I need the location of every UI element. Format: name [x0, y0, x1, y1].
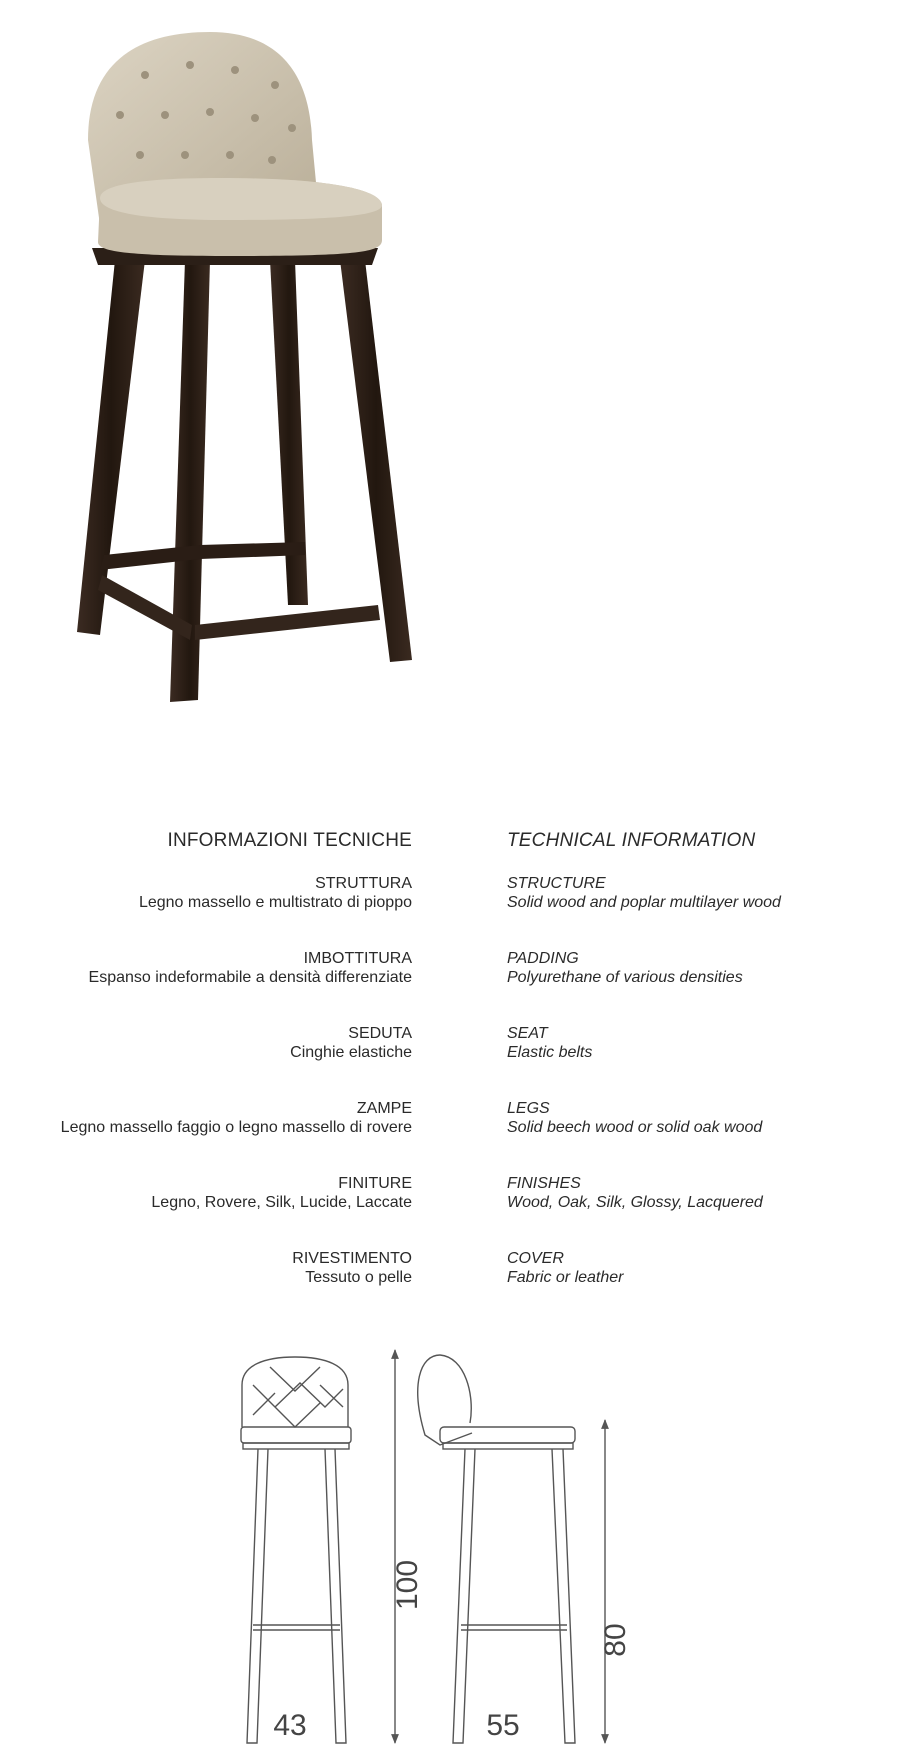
spec-label: STRUCTURE	[507, 875, 606, 892]
spec-value: Legno, Rovere, Silk, Lucide, Laccate	[151, 1194, 412, 1211]
height-dimension: 100	[391, 1559, 424, 1611]
spec-label: FINISHES	[507, 1175, 581, 1192]
spec-item	[507, 1024, 897, 1099]
spec-item	[0, 1174, 412, 1249]
side-view	[418, 1355, 575, 1743]
spec-item	[507, 1099, 897, 1174]
width-dimension: 43	[273, 1709, 307, 1742]
spec-value: Polyurethane of various densities	[507, 969, 743, 986]
spec-label: IMBOTTITURA	[303, 950, 412, 967]
english-heading: TECHNICAL INFORMATION	[507, 830, 756, 851]
spec-item	[0, 1024, 412, 1099]
spec-item	[507, 949, 897, 1024]
spec-value: Tessuto o pelle	[305, 1269, 412, 1286]
spec-item	[0, 874, 412, 949]
spec-item	[507, 1249, 897, 1324]
front-view	[241, 1357, 351, 1743]
spec-item	[507, 1174, 897, 1249]
spec-value: Wood, Oak, Silk, Glossy, Lacquered	[507, 1194, 763, 1211]
spec-value: Elastic belts	[507, 1044, 593, 1061]
spec-value: Solid beech wood or solid oak wood	[507, 1119, 763, 1136]
seat-height-dimension: 80	[599, 1623, 632, 1657]
dimension-drawing	[225, 1345, 695, 1745]
spec-item	[0, 1099, 412, 1174]
spec-label: ZAMPE	[356, 1100, 412, 1117]
spec-label: STRUTTURA	[315, 875, 412, 892]
italian-technical-info	[0, 828, 412, 1324]
spec-label: COVER	[507, 1250, 564, 1267]
spec-value: Espanso indeformabile a densità differenziate	[88, 969, 412, 986]
spec-item	[0, 949, 412, 1024]
spec-label: SEAT	[507, 1025, 548, 1042]
spec-label: SEDUTA	[348, 1025, 412, 1042]
spec-value: Cinghie elastiche	[290, 1044, 412, 1061]
spec-label: PADDING	[507, 950, 579, 967]
italian-heading: INFORMAZIONI TECNICHE	[167, 830, 412, 851]
bar-stool-photo	[60, 20, 460, 780]
spec-value: Solid wood and poplar multilayer wood	[507, 894, 781, 911]
english-technical-info	[507, 828, 897, 1324]
spec-label: LEGS	[507, 1100, 550, 1117]
spec-item	[0, 1249, 412, 1324]
spec-value: Fabric or leather	[507, 1269, 624, 1286]
spec-value: Legno massello e multistrato di pioppo	[138, 894, 412, 911]
depth-dimension: 55	[486, 1709, 520, 1742]
spec-label: RIVESTIMENTO	[292, 1250, 412, 1267]
spec-item	[507, 874, 897, 949]
spec-value: Legno massello faggio o legno massello di rovere	[60, 1119, 412, 1136]
spec-label: FINITURE	[338, 1175, 412, 1192]
